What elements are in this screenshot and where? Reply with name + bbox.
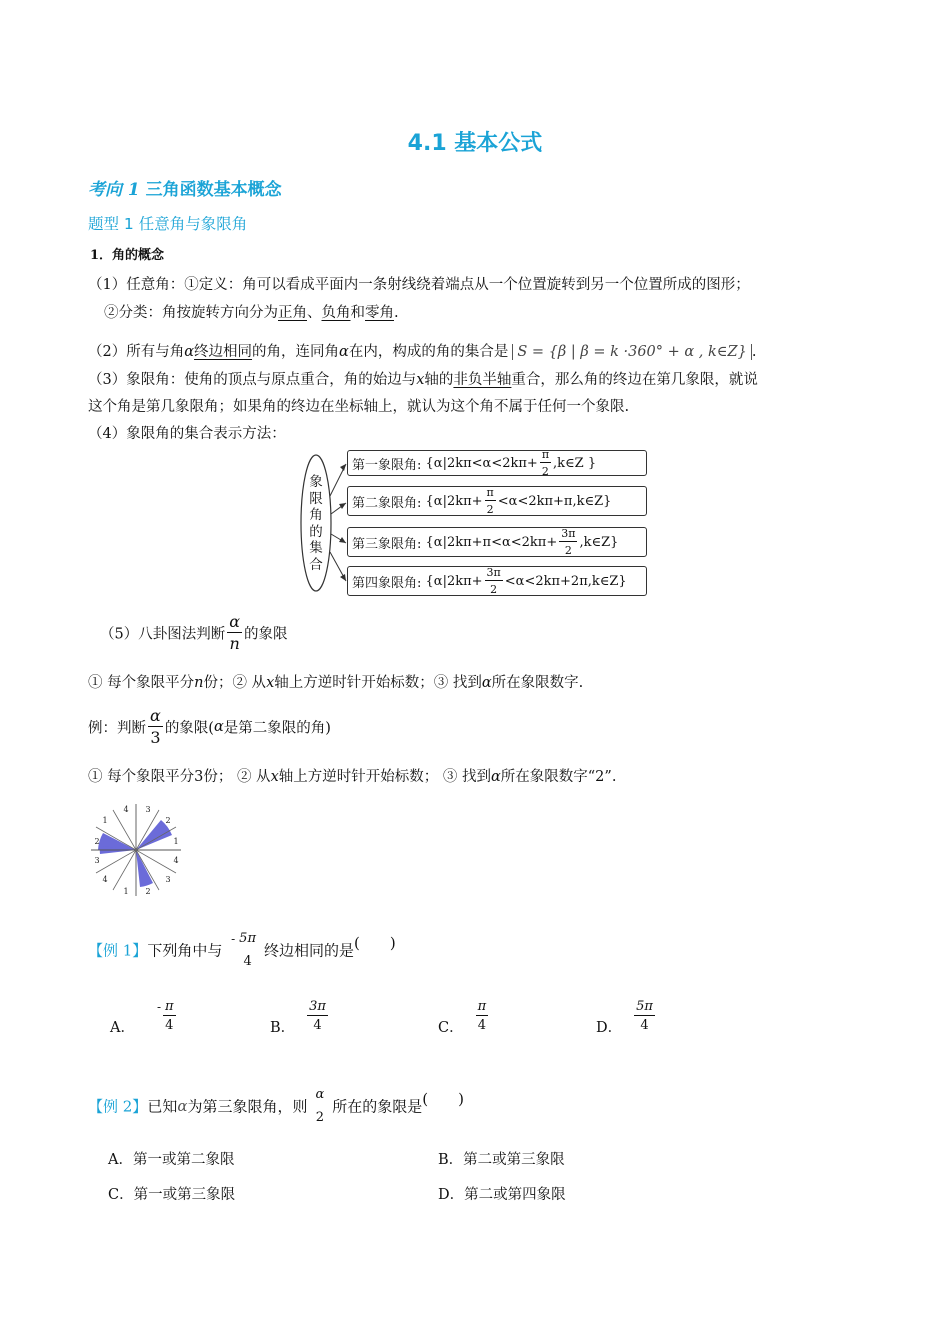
den: 4 xyxy=(477,1018,487,1033)
bagua-label: 2 xyxy=(94,837,100,846)
den: 2 xyxy=(486,503,494,516)
option-key: D． xyxy=(596,1020,623,1036)
fraction-alpha-n xyxy=(227,614,242,652)
alpha-symbol: α xyxy=(490,769,501,785)
den: 4 xyxy=(640,1018,649,1033)
text: . xyxy=(751,344,757,360)
para-bagua-example xyxy=(88,708,331,746)
oval-label xyxy=(308,474,324,573)
option-text: 第一或第二象限 xyxy=(132,1152,235,1168)
num: α xyxy=(150,706,161,725)
para-quadrant-angle xyxy=(88,368,758,389)
minus-sign: - xyxy=(156,1000,162,1014)
x-symbol: x xyxy=(266,675,275,691)
example-1-option-b[interactable] xyxy=(270,1000,330,1037)
concept-heading: 1．角的概念 xyxy=(90,248,165,263)
den: 2 xyxy=(315,1110,325,1125)
term-nonneg-half-axis: 非负半轴 xyxy=(453,372,512,388)
den: 2 xyxy=(490,583,498,596)
text: 和 xyxy=(350,305,365,321)
bagua-label: 4 xyxy=(173,856,179,865)
text: ① 每个象限平分 xyxy=(88,675,195,691)
example-1 xyxy=(88,932,396,968)
oval-char: 的 xyxy=(309,523,323,540)
den: 4 xyxy=(313,1018,322,1033)
num: α xyxy=(315,1087,325,1102)
option-key: B． xyxy=(438,1152,464,1168)
para-set-representation: （4）象限角的集合表示方法： xyxy=(88,426,286,442)
text: ① 每个象限平分3份； ② 从 xyxy=(88,769,271,785)
minus-sign: - xyxy=(231,932,236,946)
term-negative-angle: 负角 xyxy=(321,305,351,321)
subsection-title: 任意角与象限角 xyxy=(138,215,248,233)
fraction-alpha-2 xyxy=(313,1088,326,1124)
answer-paren: ( ) xyxy=(354,934,396,952)
text: 为第三象限角，则 xyxy=(187,1097,308,1116)
option-text: 第一或第三象限 xyxy=(133,1187,236,1203)
option-fraction xyxy=(634,1000,655,1032)
text: 是第二象限的角) xyxy=(223,720,331,737)
text: 份；② 从 xyxy=(203,675,267,691)
oval-char: 象 xyxy=(309,474,323,490)
example-1-option-d[interactable] xyxy=(596,1000,657,1037)
option-fraction xyxy=(476,1000,489,1032)
text: （3）象限角：使角的顶点与原点重合，角的始边与 xyxy=(88,372,417,388)
example-1-option-a[interactable] xyxy=(110,1000,178,1037)
alpha-symbol: α xyxy=(177,1097,188,1115)
page-title: 4.1 基本公式 xyxy=(407,131,543,156)
text: ②分类：角按旋转方向分为 xyxy=(104,305,278,321)
set-text: {α|2kπ<α<2kπ+ xyxy=(425,455,538,471)
para-quadrant-angle-cont: 这个角是第几象限角；如果角的终边在坐标轴上，就认为这个角不属于任何一个象限. xyxy=(88,399,630,415)
den: 4 xyxy=(243,954,252,969)
set-text: ,k∈Z} xyxy=(579,534,619,550)
num: π xyxy=(165,999,174,1014)
set-text: {α|2kπ+ xyxy=(425,573,483,589)
para-coterminal xyxy=(88,340,756,361)
fraction xyxy=(485,567,503,595)
option-key: A． xyxy=(108,1152,133,1168)
bagua-label: 1 xyxy=(173,837,179,846)
text: 轴的 xyxy=(424,372,454,388)
shaded-sector xyxy=(136,850,153,887)
example-tag: 【例 1】 xyxy=(88,941,148,960)
section-heading xyxy=(88,175,282,200)
subsection-heading xyxy=(88,212,247,234)
text: 重合，那么角的终边在第几象限，就说 xyxy=(511,372,758,388)
text: 的象限 xyxy=(244,626,288,643)
set-text: ,k∈Z } xyxy=(553,455,597,471)
den: 4 xyxy=(165,1018,174,1033)
para-definition: （1）任意角：①定义：角可以看成平面内一条射线绕着端点从一个位置旋转到另一个位置所成的图形； xyxy=(88,277,750,293)
option-fraction xyxy=(307,1000,328,1032)
text: 例：判断 xyxy=(88,720,146,737)
text: 的象限( xyxy=(164,720,214,737)
example-2 xyxy=(88,1088,464,1124)
section-title: 三角函数基本概念 xyxy=(145,180,282,200)
option-key: B． xyxy=(270,1020,296,1036)
example-tag: 【例 2】 xyxy=(88,1097,148,1116)
text: 下列角中与 xyxy=(147,941,223,960)
option-key: C． xyxy=(108,1187,134,1203)
term-zero-angle: 零角 xyxy=(365,305,394,321)
text: . xyxy=(394,305,399,321)
fraction-alpha-3 xyxy=(148,708,163,746)
text: 所在的象限是 xyxy=(332,1097,423,1116)
alpha-symbol: α xyxy=(213,719,224,735)
oval-char: 角 xyxy=(309,507,323,523)
quadrant-label: 第二象限角: xyxy=(352,495,422,511)
text: 已知 xyxy=(147,1097,178,1116)
num: 5π xyxy=(239,931,256,946)
term-coterminal: 终边相同 xyxy=(194,344,253,360)
example-2-option-b[interactable] xyxy=(438,1148,565,1169)
fraction xyxy=(485,487,496,515)
set-text: <α<2kπ+π,k∈Z} xyxy=(497,493,612,509)
answer-paren: ( ) xyxy=(422,1090,464,1108)
fraction-5pi-4 xyxy=(237,932,258,968)
bagua-label: 3 xyxy=(145,805,151,814)
section-label: 考向 1 xyxy=(88,180,140,200)
text: 的角，连同角 xyxy=(252,344,340,360)
set-text: <α<2kπ+2π,k∈Z} xyxy=(504,573,627,589)
bagua-label: 2 xyxy=(165,816,171,825)
oval-char: 限 xyxy=(309,490,323,507)
text: 所在象限数字“2”. xyxy=(500,769,617,785)
set-text: {α|2kπ+π<α<2kπ+ xyxy=(425,534,558,550)
option-fraction xyxy=(163,1000,176,1032)
option-key: D． xyxy=(438,1187,465,1203)
alpha-symbol: α xyxy=(184,344,195,360)
bagua-diagram xyxy=(88,800,192,900)
num: 3π xyxy=(309,999,326,1014)
alpha-symbol: α xyxy=(339,344,349,360)
example-2-option-a[interactable] xyxy=(108,1148,234,1169)
bagua-label: 3 xyxy=(94,856,100,865)
subsection-label: 题型 1 xyxy=(88,215,134,233)
oval-char: 合 xyxy=(309,556,323,573)
set-text: {α|2kπ+ xyxy=(425,493,483,509)
example-1-option-c[interactable] xyxy=(438,1000,490,1037)
x-symbol: x xyxy=(270,769,279,785)
text: 轴上方逆时针开始标数；③ 找到 xyxy=(274,675,482,691)
text: 所在象限数字. xyxy=(491,675,584,691)
n-symbol: n xyxy=(194,675,204,691)
quadrant-3-box xyxy=(347,527,647,557)
quadrant-1-box xyxy=(347,450,647,476)
num: π xyxy=(477,999,487,1014)
quadrant-label: 第一象限角: xyxy=(352,457,422,473)
text: 、 xyxy=(307,305,322,321)
option-text: 第二或第三象限 xyxy=(463,1152,565,1168)
text: 在内，构成的角的集合是 xyxy=(348,344,509,360)
option-key: A． xyxy=(110,1020,135,1036)
den: 2 xyxy=(564,544,572,557)
quadrant-4-box xyxy=(347,566,647,596)
example-2-option-d[interactable] xyxy=(438,1183,566,1204)
quadrant-label: 第四象限角: xyxy=(352,575,422,591)
den: n xyxy=(229,634,240,653)
text: （5）八卦图法判断 xyxy=(100,626,226,643)
option-key: C． xyxy=(438,1020,464,1036)
fraction xyxy=(540,449,551,477)
num: 3π xyxy=(486,566,501,579)
alpha-symbol: α xyxy=(481,675,492,691)
den: 3 xyxy=(150,728,161,747)
bagua-label: 2 xyxy=(145,887,151,896)
bagua-label: 3 xyxy=(165,875,171,884)
quadrant-2-box xyxy=(347,486,647,516)
coterminal-set-formula: S = {β | β = k ·360° + α , k∈Z} xyxy=(512,344,752,360)
term-positive-angle: 正角 xyxy=(278,305,307,321)
text: 轴上方逆时针开始标数； ③ 找到 xyxy=(278,769,491,785)
bagua-label: 1 xyxy=(123,887,129,896)
num: π xyxy=(486,486,494,499)
example-2-option-c[interactable] xyxy=(108,1183,235,1204)
bagua-label: 4 xyxy=(123,805,129,814)
para-bagua-steps xyxy=(88,671,583,692)
num: π xyxy=(541,448,550,461)
num: α xyxy=(229,612,241,631)
quadrant-label: 第三象限角: xyxy=(352,536,422,552)
fraction xyxy=(559,528,577,556)
bagua-label: 4 xyxy=(102,875,108,884)
x-symbol: x xyxy=(416,372,425,388)
para-classification xyxy=(104,301,399,322)
text: 终边相同的是 xyxy=(264,941,355,960)
option-text: 第二或第四象限 xyxy=(464,1187,566,1203)
den: 2 xyxy=(541,465,549,478)
num: 5π xyxy=(636,999,653,1014)
quadrant-set-diagram xyxy=(300,448,655,598)
bagua-label: 1 xyxy=(102,816,108,825)
text: （2）所有与角 xyxy=(88,344,185,360)
para-bagua-example-steps xyxy=(88,765,616,786)
para-bagua-method xyxy=(100,614,288,652)
oval-char: 集 xyxy=(309,540,323,556)
num: 3π xyxy=(561,527,576,540)
